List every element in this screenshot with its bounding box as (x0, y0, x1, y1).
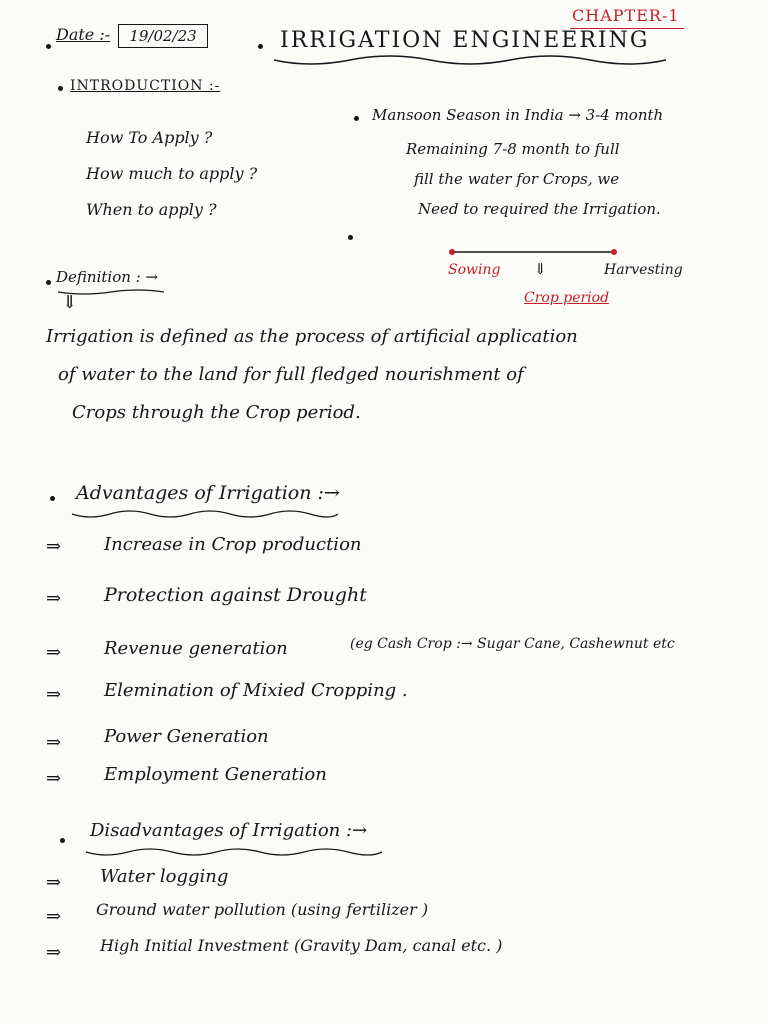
date-label: Date :- (56, 25, 111, 44)
advantage-item: Revenue generation (104, 638, 288, 659)
bullet-icon (258, 44, 263, 49)
advantage-item: Power Generation (104, 726, 269, 747)
bullet-icon (46, 280, 51, 285)
timeline-start-label: Sowing (448, 262, 501, 278)
arrow-icon: ⇒ (46, 732, 62, 753)
revenue-note: (eg Cash Crop :→ Sugar Cane, Cashewnut etc (350, 636, 675, 652)
bullet-icon (50, 496, 55, 501)
chapter-label: CHAPTER-1 (572, 6, 680, 25)
arrow-icon: ⇒ (46, 942, 62, 963)
definition-line: Irrigation is defined as the process of artificial application (46, 326, 578, 347)
arrow-icon: ⇒ (46, 906, 62, 927)
timeline-period-label: Crop period (524, 290, 610, 306)
advantages-heading: Advantages of Irrigation :→ (76, 482, 340, 504)
disadvantage-item: Ground water pollution (using fertilizer ) (96, 900, 429, 919)
advantages-wavy-underline (70, 508, 340, 520)
monsoon-note-line: Need to required the Irrigation. (418, 200, 661, 218)
advantage-item: Employment Generation (104, 764, 327, 785)
bullet-icon (58, 86, 63, 91)
page-title: IRRIGATION ENGINEERING (280, 28, 650, 53)
arrow-icon: ⇒ (46, 768, 62, 789)
monsoon-note-line: Mansoon Season in India → 3-4 month (372, 106, 664, 124)
arrow-icon: ⇒ (46, 536, 62, 557)
advantage-item: Elemination of Mixied Cropping . (104, 680, 408, 701)
disadvantage-item: Water logging (100, 866, 229, 887)
definition-line: Crops through the Crop period. (72, 402, 361, 423)
definition-arrow: ⇓ (62, 292, 78, 313)
question-item: How much to apply ? (86, 164, 258, 183)
title-wavy-underline (270, 54, 670, 68)
definition-line: of water to the land for full fledged nourishment of (58, 364, 524, 385)
monsoon-note-line: Remaining 7-8 month to full (406, 140, 620, 158)
arrow-icon: ⇒ (46, 588, 62, 609)
disadvantages-heading: Disadvantages of Irrigation :→ (90, 820, 368, 841)
disadvantages-wavy-underline (84, 846, 384, 858)
timeline-end-label: Harvesting (604, 262, 683, 278)
question-item: How To Apply ? (86, 128, 213, 147)
date-value: 19/02/23 (118, 24, 208, 48)
arrow-icon: ⇒ (46, 642, 62, 663)
bullet-icon (60, 838, 65, 843)
bullet-icon (348, 235, 353, 240)
introduction-heading: INTRODUCTION :- (70, 78, 221, 94)
arrow-icon: ⇒ (46, 684, 62, 705)
crop-period-timeline (448, 246, 618, 258)
disadvantage-item: High Initial Investment (Gravity Dam, canal etc. ) (100, 936, 503, 955)
question-item: When to apply ? (86, 200, 217, 219)
monsoon-note-line: fill the water for Crops, we (414, 170, 620, 188)
advantage-item: Increase in Crop production (104, 534, 362, 555)
advantage-item: Protection against Drought (104, 584, 367, 606)
definition-heading: Definition : → (56, 268, 159, 286)
bullet-icon (46, 44, 51, 49)
arrow-icon: ⇒ (46, 872, 62, 893)
bullet-icon (354, 116, 359, 121)
timeline-arrow: ⇓ (534, 260, 547, 278)
